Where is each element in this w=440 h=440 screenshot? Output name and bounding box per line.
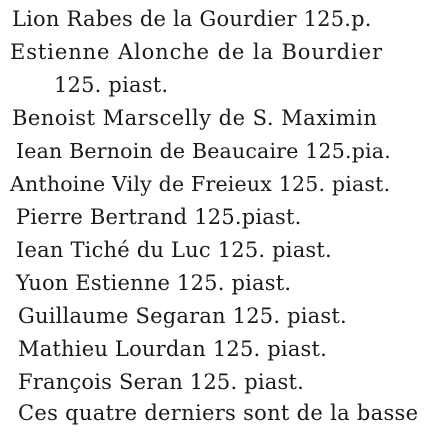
text-line-9: Yuon Estienne 125. piast. bbox=[16, 271, 292, 295]
text-line-8: Iean Tiché du Luc 125. piast. bbox=[16, 238, 332, 262]
text-line-2: Estienne Alonche de la Bourdier bbox=[10, 40, 383, 64]
text-line-5: Iean Bernoin de Beaucaire 125.pia. bbox=[16, 139, 391, 163]
text-line-13: Ces quatre derniers sont de la basse bbox=[18, 401, 419, 425]
text-line-1: Lion Rabes de la Gourdier 125.p. bbox=[12, 7, 372, 31]
cropped-next-line bbox=[58, 432, 358, 440]
cropped-previous-line bbox=[300, 0, 440, 2]
text-line-10: Guillaume Segaran 125. piast. bbox=[18, 304, 347, 328]
text-line-6: Anthoine Vily de Freieux 125. piast. bbox=[10, 172, 391, 196]
text-line-7: Pierre Bertrand 125.piast. bbox=[16, 205, 302, 229]
text-line-4: Benoist Marscelly de S. Maximin bbox=[12, 106, 378, 130]
text-line-3: 125. piast. bbox=[54, 73, 169, 97]
text-line-12: François Seran 125. piast. bbox=[18, 370, 305, 394]
text-line-11: Mathieu Lourdan 125. piast. bbox=[18, 337, 328, 361]
